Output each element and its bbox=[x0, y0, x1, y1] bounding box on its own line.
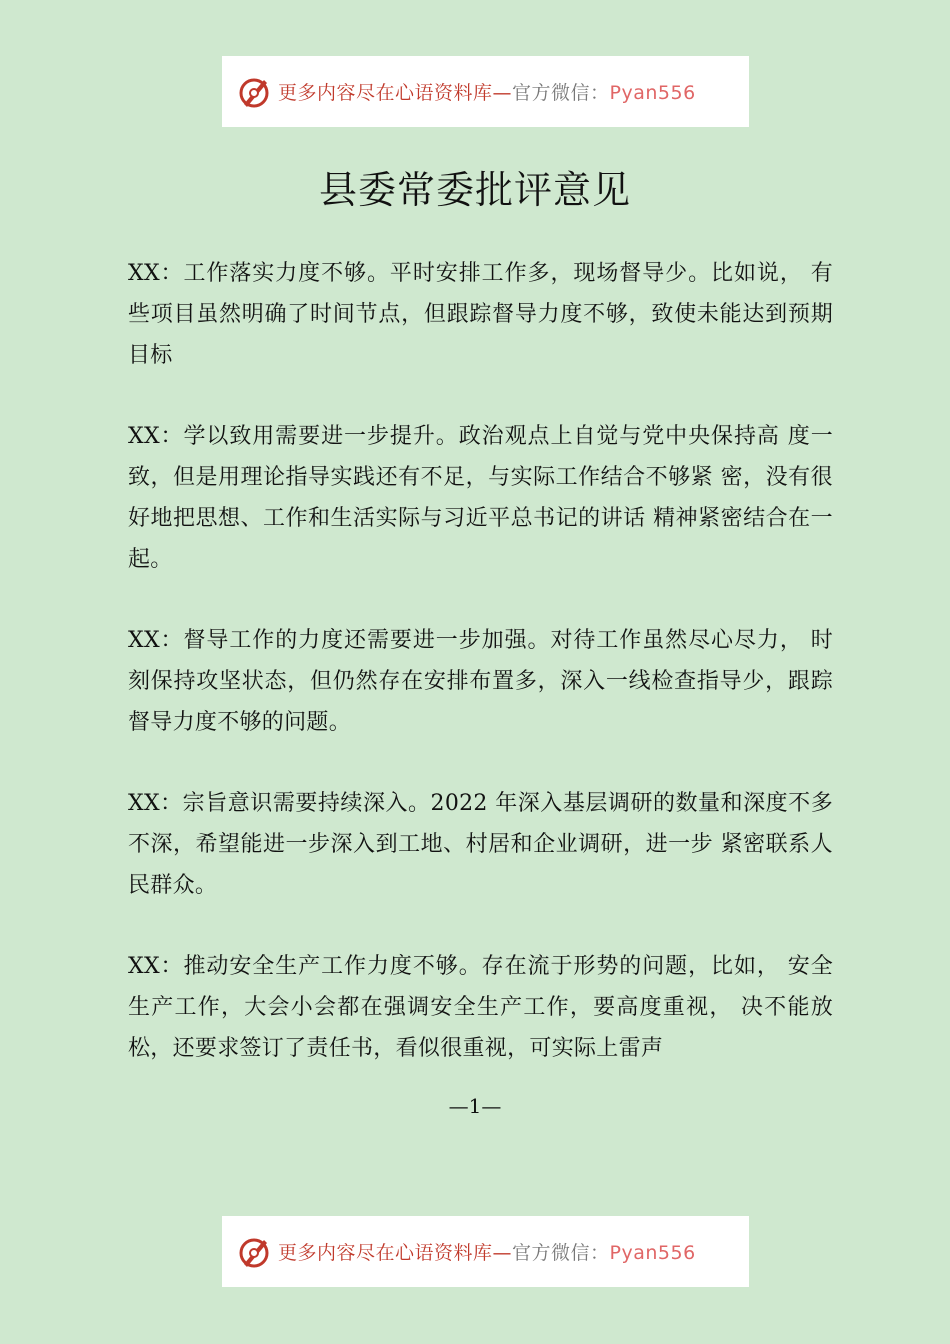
banner-wechat-id: Pyan556 bbox=[609, 82, 696, 104]
banner-separator: — bbox=[492, 82, 513, 104]
paragraph-1: XX：工作落实力度不够。平时安排工作多，现场督导少。比如说， 有些项目虽然明确了时间节点，但跟踪督导力度不够，致使未能达到预期目标 bbox=[128, 261, 833, 368]
banner-text bbox=[278, 78, 696, 105]
banner-main-text: 更多内容尽在心语资料库 bbox=[278, 82, 493, 104]
paragraph-3: XX：督导工作的力度还需要进一步加强。对待工作虽然尽心尽力， 时刻保持攻坚状态，但仍然存在安排布置多，深入一线检查指导少，跟踪督导力度不够的问题。 bbox=[128, 628, 833, 735]
paragraph-2: XX：学以致用需要进一步提升。政治观点上自觉与党中央保持高 度一致，但是用理论指导实践还有不足，与实际工作结合不够紧 密，没有很好地把思想、工作和生活实际与习近平总书记的讲话 精神紧密结合在一起。 bbox=[128, 424, 833, 572]
banner-separator: — bbox=[492, 1242, 513, 1264]
pen-logo-icon bbox=[236, 74, 272, 110]
paragraph-5: XX：推动安全生产工作力度不够。存在流于形势的问题，比如， 安全生产工作，大会小会都在强调安全生产工作，要高度重视， 决不能放松，还要求签订了责任书，看似很重视，可实际上雷声 bbox=[128, 954, 833, 1061]
bottom-banner bbox=[222, 1216, 749, 1287]
document-title: 县委常委批评意见 bbox=[318, 168, 631, 212]
banner-text bbox=[278, 1238, 696, 1265]
banner-wechat-label: 官方微信： bbox=[512, 82, 610, 104]
paragraph-4: XX：宗旨意识需要持续深入。2022 年深入基层调研的数量和深度不多不深，希望能进一步深入到工地、村居和企业调研，进一步 紧密联系人民群众。 bbox=[128, 791, 833, 898]
banner-wechat-label: 官方微信： bbox=[512, 1242, 610, 1264]
page-number: —1— bbox=[448, 1094, 502, 1118]
banner-wechat-id: Pyan556 bbox=[609, 1242, 696, 1264]
banner-main-text: 更多内容尽在心语资料库 bbox=[278, 1242, 493, 1264]
top-banner bbox=[222, 56, 749, 127]
pen-logo-icon bbox=[236, 1234, 272, 1270]
document-body bbox=[128, 253, 833, 1109]
